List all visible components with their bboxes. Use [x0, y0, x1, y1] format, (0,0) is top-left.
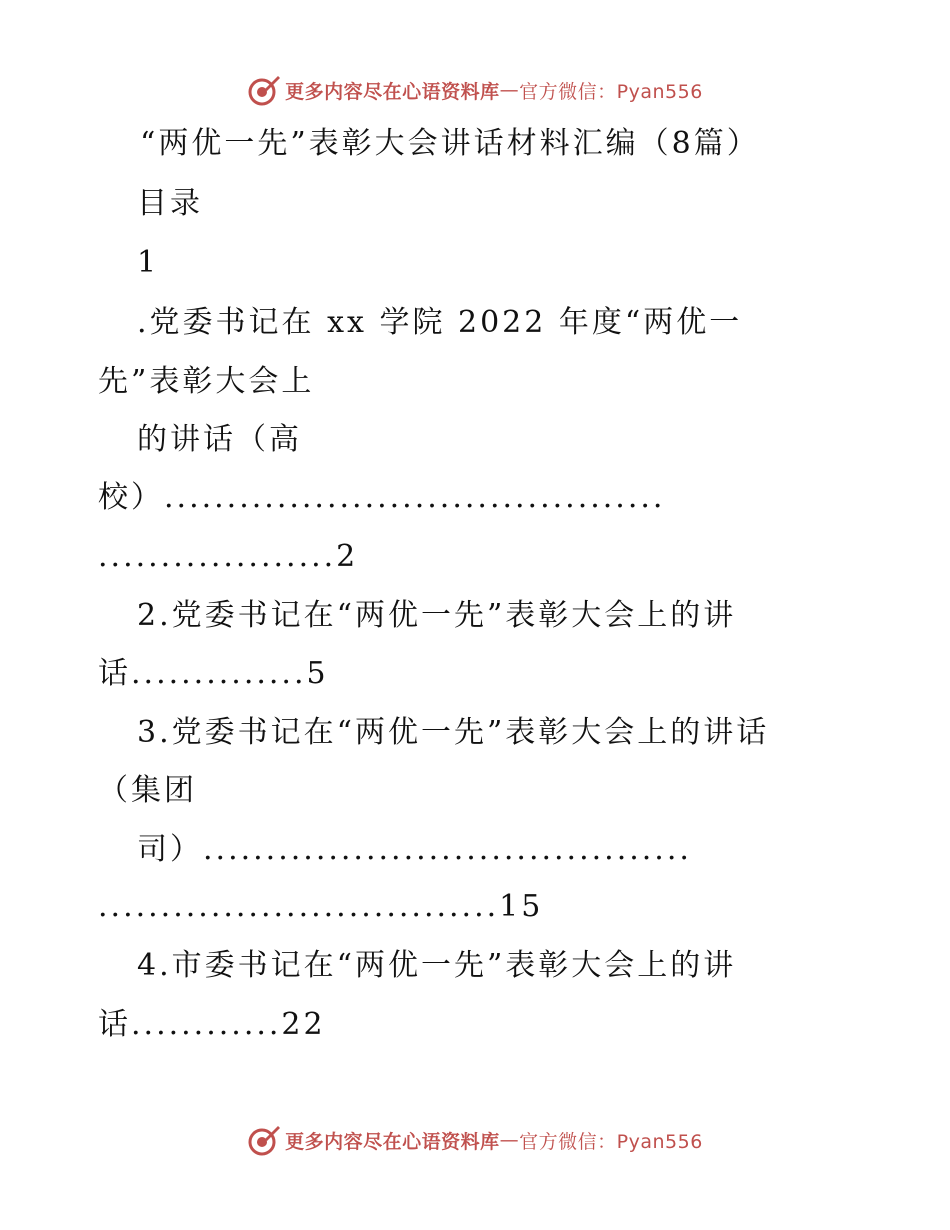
toc-line: ................................15: [98, 889, 544, 924]
toc-line: .党委书记在 xx 学院 2022 年度“两优一: [137, 305, 743, 340]
toc-line: 先”表彰大会上: [98, 364, 315, 399]
footer-watermark: [0, 1120, 950, 1160]
watermark-wechat: 官方微信：Pyan556: [519, 1130, 703, 1153]
toc-line: 话..............5: [98, 656, 329, 691]
header-watermark: [0, 70, 950, 110]
toc-line: 的讲话（高: [137, 422, 302, 457]
toc-line: 话............22: [98, 1007, 326, 1042]
toc-line: 4.市委书记在“两优一先”表彰大会上的讲: [137, 948, 737, 983]
watermark-wechat: 官方微信：Pyan556: [519, 80, 703, 103]
toc-line: ...................2: [98, 539, 359, 574]
watermark-separator: —: [499, 79, 520, 101]
toc-line: 3.党委书记在“两优一先”表彰大会上的讲话: [137, 715, 770, 750]
brush-logo-icon: [247, 1123, 281, 1157]
toc-line: 1: [137, 245, 160, 280]
toc-line: 校）........................................: [98, 480, 666, 515]
watermark-brand: 更多内容尽在心语资料库: [285, 80, 500, 103]
toc-line: 司）.......................................: [137, 832, 692, 867]
toc-heading: 目录: [137, 186, 203, 221]
toc-line: （集团: [98, 773, 197, 808]
watermark-separator: —: [499, 1129, 520, 1151]
watermark-brand: 更多内容尽在心语资料库: [285, 1130, 500, 1153]
toc-line: 2.党委书记在“两优一先”表彰大会上的讲: [137, 598, 737, 633]
brush-logo-icon: [247, 73, 281, 107]
document-title: “两优一先”表彰大会讲话材料汇编（8篇）: [140, 126, 760, 161]
